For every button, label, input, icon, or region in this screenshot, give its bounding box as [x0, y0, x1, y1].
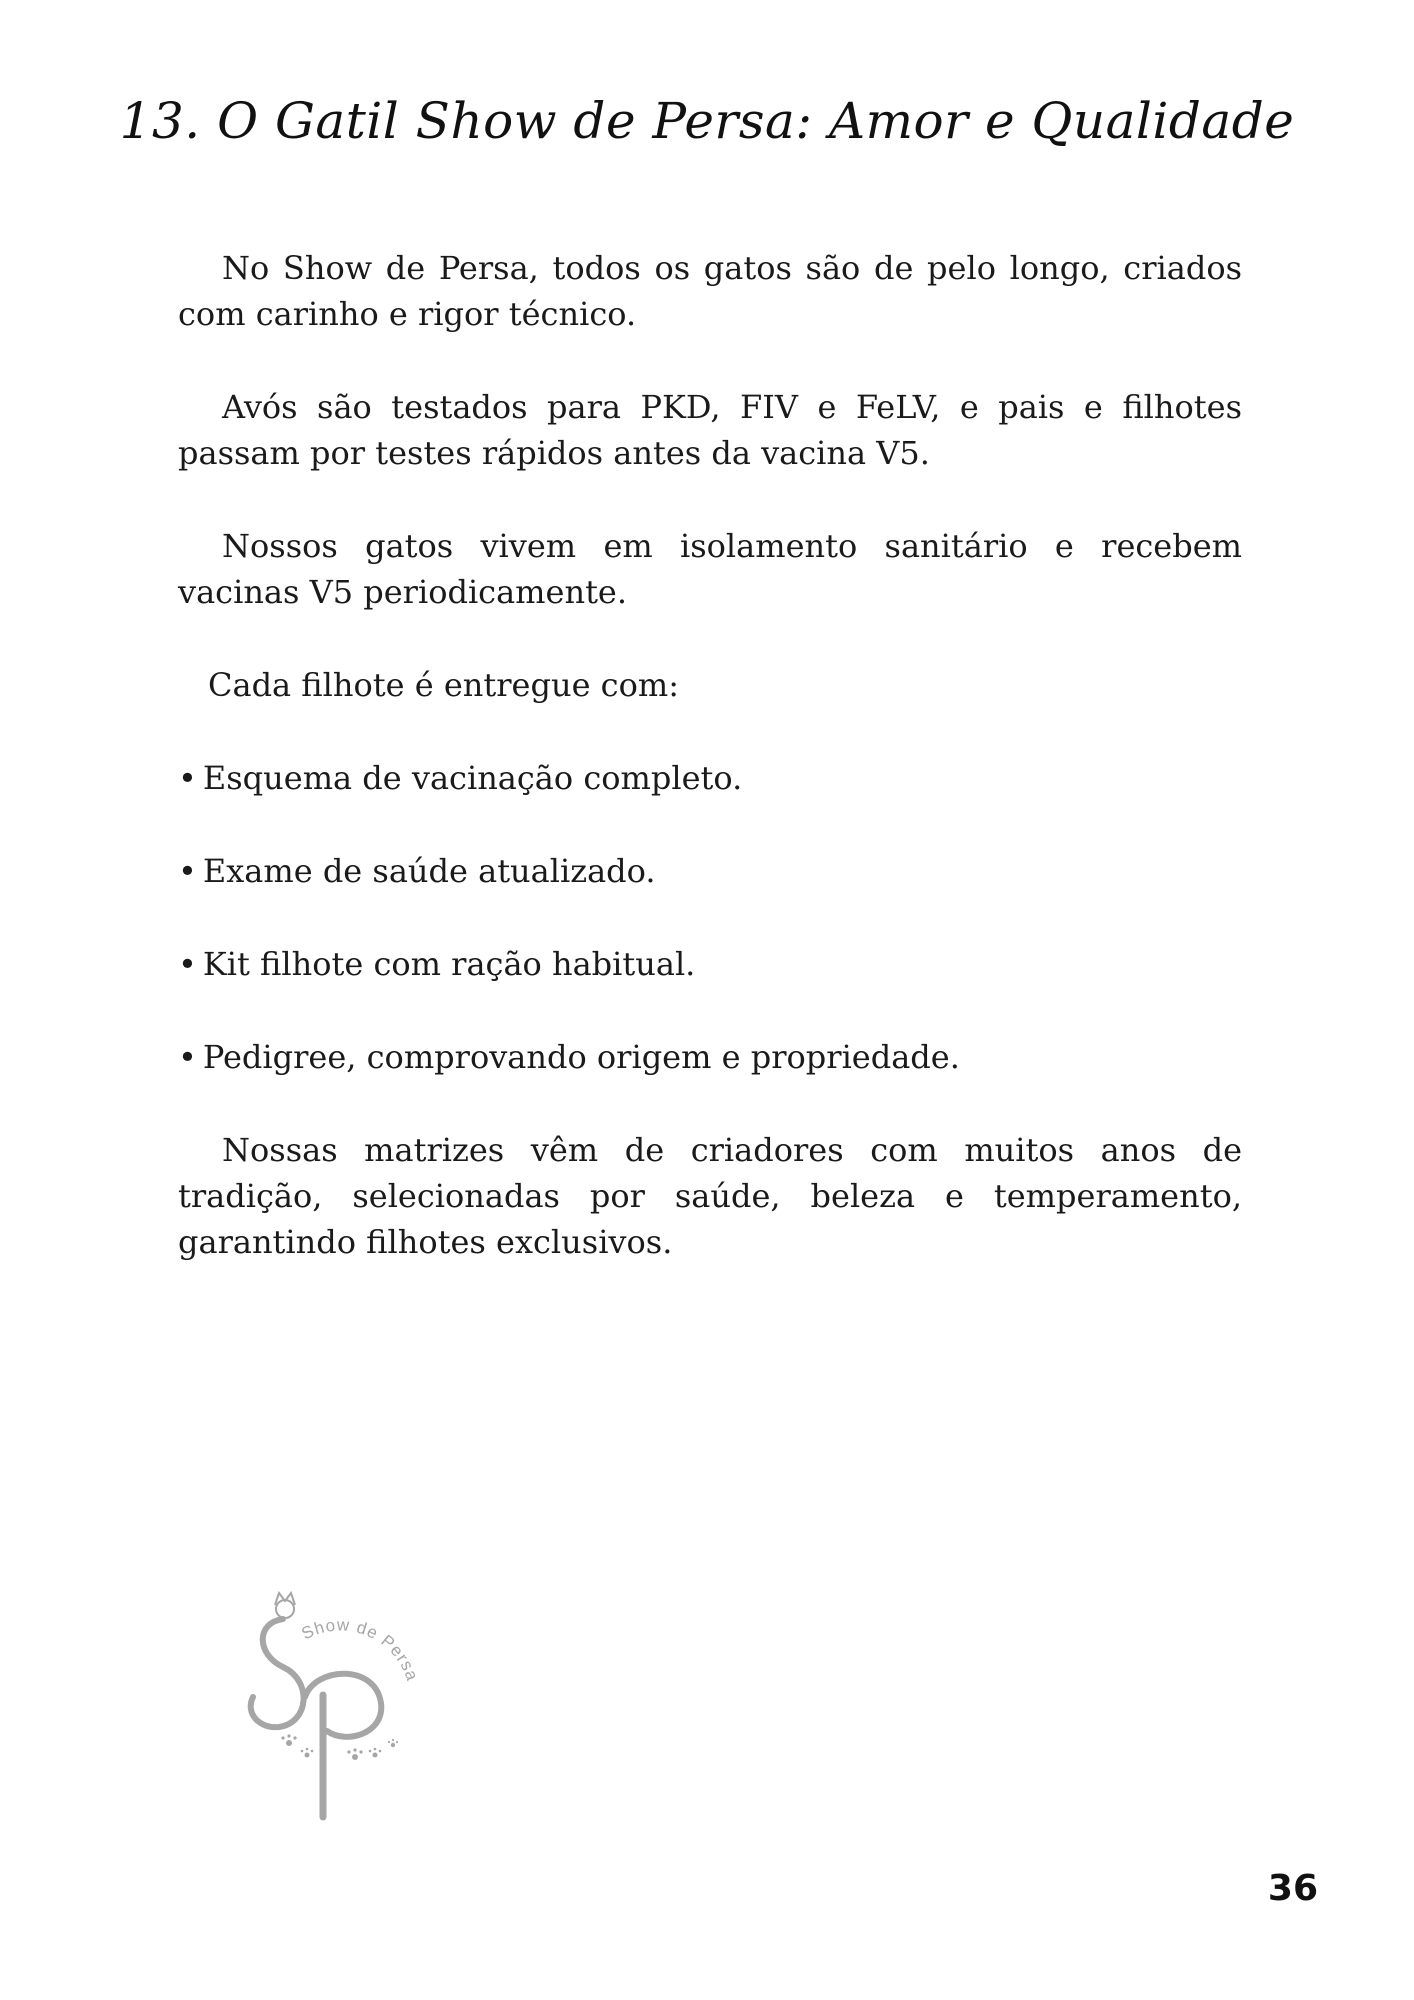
paragraph: Cada filhote é entregue com: [208, 666, 679, 704]
page-number: 36 [1267, 1868, 1318, 1909]
paragraph: Nossos gatos vivem em isolamento sanitário e recebem vacinas V5 periodicamente. [178, 527, 1242, 611]
paragraph: No Show de Persa, todos os gatos são de pelo longo, criados com carinho e rigor técnico. [178, 249, 1242, 333]
paragraph: Avós são testados para PKD, FIV e FeLV, e pais e filhotes passam por testes rápidos antes da vacina V5. [178, 388, 1242, 472]
list-item [178, 848, 1242, 894]
list-item [178, 755, 1242, 801]
show-de-persa-logo-icon [235, 1585, 445, 1825]
bullet-icon: • [178, 852, 197, 890]
bullet-icon: • [178, 759, 197, 797]
svg-text:Show de Persa [298, 1615, 422, 1683]
list-item [178, 941, 1242, 987]
list-item-text: Kit filhote com ração habitual. [202, 945, 696, 983]
logo-text: Show de Persa [298, 1615, 423, 1684]
list-item-text: Esquema de vacinação completo. [202, 759, 743, 797]
list-item [178, 1034, 1242, 1080]
list-item-text: Pedigree, comprovando origem e propriedade. [202, 1038, 960, 1076]
page-title: 13. O Gatil Show de Persa: Amor e Qualidade [119, 92, 1295, 150]
closing-paragraph: Nossas matrizes vêm de criadores com muitos anos de tradição, selecionadas por saúde, beleza e temperamento, garantindo filhotes exclusivos. [178, 1131, 1242, 1261]
bullet-icon: • [178, 1038, 197, 1076]
list-item-text: Exame de saúde atualizado. [202, 852, 656, 890]
body-text [178, 245, 1242, 1312]
bullet-icon: • [178, 945, 197, 983]
